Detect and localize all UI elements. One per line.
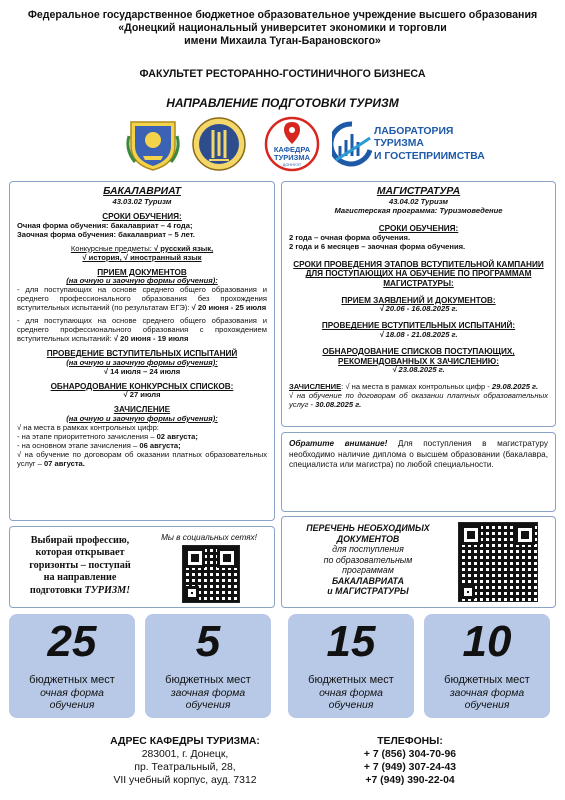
enroll-3-text: - на основном этапе зачисления – <box>17 440 140 450</box>
master-enroll-2-date: 30.08.2025 г. <box>315 400 362 410</box>
master-lists-date: √ 23.08.2025 г. <box>392 365 445 375</box>
lab-label-1: ЛАБОРАТОРИЯ <box>374 126 454 137</box>
note-lead: Обратите внимание! <box>289 439 388 448</box>
docs-para-1-text: - для поступающих на основе среднего общего образования и среднего профессионального образования без прохождения вступительных испытаний (по результатам ЕГЭ): <box>17 285 267 313</box>
docs-para-2-dates: √ 20 июня - 19 июля <box>113 334 189 344</box>
stat-form-2: обучения <box>49 700 95 712</box>
docs-line-3: для поступления <box>332 544 404 555</box>
lab-label-3: И ГОСТЕПРИИМСТВА <box>374 150 485 162</box>
note-text: Для поступления в магистратуру необходимо наличие диплома о высшем образовании (бакалавра, специалиста или магистра) по любой специальности. <box>289 439 548 470</box>
stat-label: бюджетных мест <box>444 674 530 686</box>
bachelor-exams-sub: (на очную и заочную формы обучения): <box>66 357 218 367</box>
stat-label: бюджетных мест <box>29 674 115 686</box>
master-lists-title: ОБНАРОДОВАНИЕ СПИСКОВ ПОСТУПАЮЩИХ, РЕКОМЕНДОВАННЫХ К ЗАЧИСЛЕНИЮ: <box>322 347 515 366</box>
master-enroll-2-text: √ на обучение по договорам об оказании платных образовательных услуг - <box>289 391 548 410</box>
master-term-2: 2 года и 6 месяцев – заочная форма обучения. <box>289 241 466 251</box>
stat-number: 5 <box>195 617 221 666</box>
docs-line-4: по образовательным <box>323 554 413 565</box>
master-enroll-label: ЗАЧИСЛЕНИЕ <box>289 382 342 392</box>
subjects-label: Конкурсные предметы: <box>70 243 152 253</box>
master-exams-dates: √ 18.08 - 21.08.2025 г. <box>379 330 458 340</box>
docs-line-2: ДОКУМЕНТОВ <box>336 533 400 544</box>
phone-1[interactable]: + 7 (856) 304-70-96 <box>363 749 457 760</box>
address-line-3: VII учебный корпус, ауд. 7312 <box>113 775 257 786</box>
org-line-2: «Донецкий национальный университет экономики и торговли <box>118 21 447 34</box>
stat-card <box>9 614 135 718</box>
stat-form-2: обучения <box>328 700 374 712</box>
stat-label: бюджетных мест <box>308 674 394 686</box>
stat-form <box>424 688 550 713</box>
bachelor-docs-sub: (на очную и заочную формы обучения): <box>66 276 218 286</box>
master-enroll-1-text: : √ на места в рамках контрольных цифр - <box>341 382 492 392</box>
master-program: Магистерская программа: Туризмоведение <box>334 206 503 216</box>
bachelor-docs-title: ПРИЕМ ДОКУМЕНТОВ <box>97 267 187 277</box>
master-panel <box>281 181 556 427</box>
bachelor-exams-dates: √ 14 июля – 24 июля <box>103 366 181 376</box>
bachelor-title: БАКАЛАВРИАТ <box>103 186 181 197</box>
direction-title: НАПРАВЛЕНИЕ ПОДГОТОВКИ ТУРИЗМ <box>166 96 399 110</box>
bachelor-panel <box>9 181 275 521</box>
stat-label: бюджетных мест <box>165 674 251 686</box>
promo-line-1: Выбирай профессию, <box>30 535 130 546</box>
department-phones <box>325 735 495 787</box>
master-code: 43.04.02 Туризм <box>388 197 448 207</box>
stat-number: 25 <box>47 617 97 666</box>
kafedra-label-3: ДОННУЭТ <box>282 163 302 167</box>
bachelor-code: 43.03.02 Туризм <box>112 197 172 207</box>
bachelor-subjects <box>17 245 267 263</box>
enroll-2-date: 02 августа; <box>156 431 198 441</box>
subjects-line-1: √ русский язык, <box>151 243 214 253</box>
university-crest-logo <box>125 116 181 172</box>
stat-form-1: очная форма <box>319 687 383 699</box>
master-term-1: 2 года – очная форма обучения. <box>289 232 411 242</box>
promo-line-4: на направление <box>43 572 117 584</box>
bachelor-term-1: Очная форма обучения: бакалавриат – 4 года; <box>17 220 193 230</box>
master-exams-title: ПРОВЕДЕНИЕ ВСТУПИТЕЛЬНЫХ ИСПЫТАНИЙ: <box>321 321 516 331</box>
docs-line-5: программам <box>342 565 394 576</box>
enroll-2-text: - на этапе приоритетного зачисления – <box>17 431 157 441</box>
bachelor-docs-para-2 <box>17 317 267 344</box>
enroll-4-date: 07 августа. <box>43 458 85 468</box>
tourism-department-logo <box>258 116 326 172</box>
docs-line-6: БАКАЛАВРИАТА <box>332 575 404 586</box>
stat-form-2: обучения <box>185 700 231 712</box>
bachelor-enroll-title: ЗАЧИСЛЕНИЕ <box>113 405 171 415</box>
stat-card <box>424 614 550 718</box>
bachelor-lists-title: ОБНАРОДОВАНИЕ КОНКУРСНЫХ СПИСКОВ: <box>50 381 234 391</box>
promo-line-3: горизонты – поступай <box>29 559 131 571</box>
docs-para-2-text: - для поступающих на основе среднего общего образования и среднего профессионального образования с прохождением вступительных испытаний: <box>17 316 267 344</box>
stat-card <box>288 614 414 718</box>
master-title: МАГИСТРАТУРА <box>376 186 461 197</box>
bachelor-exams-title: ПРОВЕДЕНИЕ ВСТУПИТЕЛЬНЫХ ИСПЫТАНИЙ <box>46 349 238 359</box>
globe-icon <box>332 120 372 168</box>
social-label: Мы в социальных сетях! <box>161 533 257 542</box>
documents-qr-code[interactable] <box>458 522 538 602</box>
subjects-line-2: √ история, √ иностранный язык <box>82 252 202 262</box>
enroll-3-date: 06 августа; <box>139 440 181 450</box>
master-terms-title: СРОКИ ОБУЧЕНИЯ: <box>378 224 459 234</box>
bachelor-enroll-1: √ на места в рамках контрольных цифр: <box>17 422 159 432</box>
stat-form <box>288 688 414 713</box>
social-qr-code[interactable] <box>182 545 240 603</box>
attention-note <box>281 432 556 512</box>
promo-line-2: которая открывает <box>35 547 125 559</box>
bachelor-term-2: Заочная форма обучения: бакалавриат – 5 лет. <box>17 229 195 239</box>
phones-title: ТЕЛЕФОНЫ: <box>377 736 443 747</box>
master-enroll-2 <box>289 392 548 410</box>
promo-line-5 <box>16 585 144 597</box>
kafedra-label-1: КАФЕДРА <box>273 145 311 154</box>
stat-form-2: обучения <box>464 700 510 712</box>
docs-para-1-dates: √ 20 июня - 25 июля <box>191 303 267 313</box>
promo-panel <box>9 526 275 608</box>
organization-name <box>0 9 565 48</box>
address-line-2: пр. Театральный, 28, <box>134 762 236 773</box>
promo-line-5-text: подготовки <box>29 584 85 596</box>
stat-number: 15 <box>326 617 376 666</box>
master-enroll-1-date: 29.08.2025 г. <box>491 382 539 392</box>
lab-label-2: ТУРИЗМА <box>374 138 424 150</box>
master-apps-title: ПРИЕМ ЗАЯВЛЕНИЙ И ДОКУМЕНТОВ: <box>341 295 496 305</box>
stat-form <box>145 688 271 713</box>
master-apps-dates: √ 20.06 - 16.08.2025 г. <box>379 304 458 314</box>
stat-card <box>145 614 271 718</box>
kafedra-label-2: ТУРИЗМА <box>273 153 311 162</box>
docs-line-1: ПЕРЕЧЕНЬ НЕОБХОДИМЫХ <box>306 523 430 533</box>
bachelor-lists-date: √ 27 июля <box>123 390 161 400</box>
master-stages-title: СРОКИ ПРОВЕДЕНИЯ ЭТАПОВ ВСТУПИТЕЛЬНОЙ КАМПАНИИ ДЛЯ ПОСТУПАЮЩИХ НА ОБУЧЕНИЕ ПО ПРОГРАММАМ МАГИСТРАТУРЫ: <box>293 259 544 289</box>
stat-form-1: очная форма <box>40 687 104 699</box>
required-documents-panel <box>281 516 556 608</box>
promo-line-5-emph: ТУРИЗМ! <box>84 584 131 596</box>
department-address <box>60 735 310 787</box>
bachelor-docs-para-1 <box>17 286 267 313</box>
address-line-1: 283001, г. Донецк, <box>141 749 229 760</box>
stat-number: 10 <box>462 617 512 666</box>
bachelor-enroll-sub: (на очную и заочную формы обучения): <box>66 413 218 423</box>
org-line-1: Федеральное государственное бюджетное образовательное учреждение высшего образования <box>27 9 538 21</box>
docs-line-7: и МАГИСТРАТУРЫ <box>327 586 409 597</box>
bachelor-terms-title: СРОКИ ОБУЧЕНИЯ: <box>102 212 182 222</box>
address-title: АДРЕС КАФЕДРЫ ТУРИЗМА: <box>110 736 260 747</box>
faculty-title: ФАКУЛЬТЕТ РЕСТОРАННО-ГОСТИНИЧНОГО БИЗНЕСА <box>139 68 426 80</box>
logo-row <box>0 116 565 172</box>
faculty-emblem-logo <box>191 116 247 172</box>
tourism-lab-logo <box>332 116 502 172</box>
phone-3[interactable]: +7 (949) 390-22-04 <box>365 775 455 786</box>
bachelor-enroll-4 <box>17 451 267 469</box>
org-line-3: имени Михаила Туган-Барановского» <box>184 34 381 47</box>
phone-2[interactable]: + 7 (949) 307-24-43 <box>363 762 457 773</box>
enroll-4-text: √ на обучение по договорам об оказании платных образовательных услуг – <box>17 449 267 468</box>
stat-form-1: заочная форма <box>170 687 246 699</box>
stat-form <box>9 688 135 713</box>
stat-form-1: заочная форма <box>449 687 525 699</box>
